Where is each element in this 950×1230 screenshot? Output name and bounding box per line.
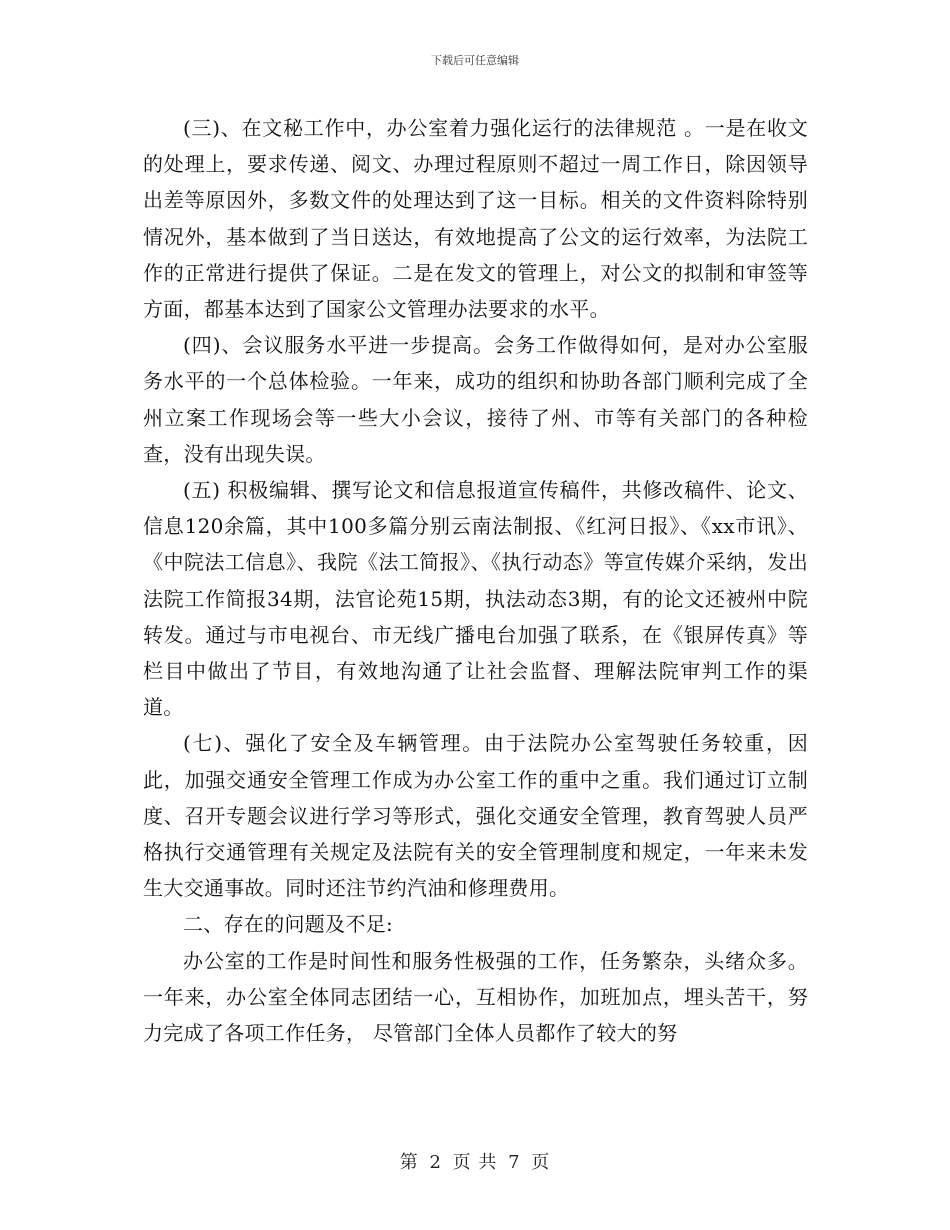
footer-middle: 页 共 [452, 1152, 498, 1173]
footer-suffix: 页 [531, 1152, 551, 1173]
paragraph-safety-vehicles: (七)、强化了安全及车辆管理。由于法院办公室驾驶任务较重，因此，加强交通安全管理工作成为办公室工作的重中之重。我们通过订立制度、召开专题会议进行学习等形式，强化交通安全管理，教育驾驶人员严格执行交通管理有关规定及法院有关的安全管理制度和规定，一年来未发生大交通事故。同时还注节约汽油和修理费用。 [143, 731, 808, 901]
page-footer [0, 1148, 950, 1174]
footer-page-number: 2 [429, 1152, 442, 1173]
page-header: 下载后可任意编辑 [431, 54, 519, 67]
document-body [143, 110, 808, 1051]
footer-prefix: 第 [399, 1152, 419, 1173]
footer-total-pages: 7 [508, 1152, 521, 1173]
paragraph-secretarial-work: (三)、在文秘工作中，办公室着力强化运行的法律规范 。一是在收文的处理上，要求传递、阅文、办理过程原则不超过一周工作日，除因领导出差等原因外，多数文件的处理达到了这一目标。相关的文件资料除特别情况外，基本做到了当日送达，有效地提高了公文的运行效率，为法院工作的正常进行提供了保证。二是在发文的管理上，对公文的拟制和审签等方面，都基本达到了国家公文管理办法要求的水平。 [143, 116, 808, 322]
section-heading-problems: 二、存在的问题及不足: [183, 912, 394, 937]
paragraph-meeting-service: (四)、会议服务水平进一步提高。会务工作做得如何，是对办公室服务水平的一个总体检验。一年来，成功的组织和协助各部门顺利完成了全州立案工作现场会等一些大小会议，接待了州、市等有关部门的各种检查，没有出现失误。 [143, 333, 808, 466]
paragraph-publicity: (五) 积极编辑、撰写论文和信息报道宣传稿件，共修改稿件、论文、信息120余篇，其中100多篇分别云南法制报、《红河日报》、《xx市讯》、《中院法工信息》、我院《法工简报》、《执行动态》等宣传媒介采纳，发出法院工作简报34期，法官论苑15期，执法动态3期，有的论文还被州中院转发。通过与市电视台、市无线广播电台加强了联系，在《银屏传真》等栏目中做出了节目，有效地沟通了让社会监督、理解法院审判工作的渠道。 [143, 478, 808, 720]
paragraph-office-work: 办公室的工作是时间性和服务性极强的工作，任务繁杂，头绪众多。一年来，办公室全体同志团结一心，互相协作，加班加点，埋头苦干，努力完成了各项工作任务， 尽管部门全体人员都作了较大的努 [143, 948, 808, 1046]
